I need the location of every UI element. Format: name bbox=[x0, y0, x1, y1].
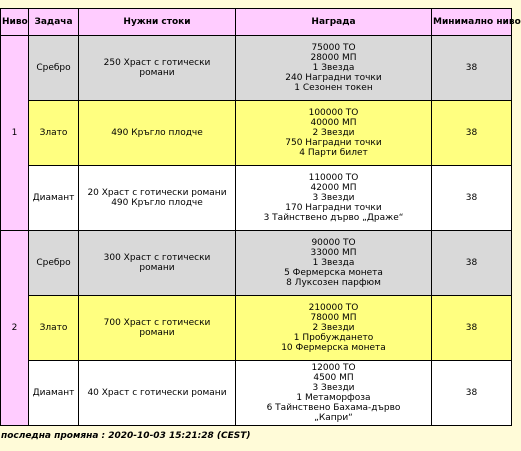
reward-line: 75000 ТО bbox=[311, 43, 356, 53]
stock-cell bbox=[79, 361, 236, 426]
stock-line: 700 Храст с готически bbox=[103, 318, 211, 328]
reward-cell bbox=[236, 166, 432, 231]
reward-line: 4 Парти билет bbox=[299, 148, 368, 158]
stock-line: 490 Кръгло плодче bbox=[111, 128, 203, 138]
stock-line: 490 Кръгло плодче bbox=[111, 198, 203, 208]
header-min-level: Минимално ниво bbox=[432, 9, 512, 36]
reward-cell bbox=[236, 296, 432, 361]
reward-cell bbox=[236, 361, 432, 426]
stock-line: романи bbox=[139, 263, 175, 273]
reward-line: 90000 ТО bbox=[311, 238, 356, 248]
stock-cell bbox=[79, 231, 236, 296]
stock-line: 300 Храст с готически bbox=[103, 253, 211, 263]
reward-line: 4500 МП bbox=[313, 373, 354, 383]
reward-line: „Капри“ bbox=[314, 413, 353, 423]
reward-line: 6 Тайнствено Бахама-дърво bbox=[266, 403, 401, 413]
reward-line: 40000 МП bbox=[310, 118, 357, 128]
reward-line: 28000 МП bbox=[310, 53, 357, 63]
level-cell: 1 bbox=[1, 36, 29, 231]
table-row bbox=[1, 101, 512, 166]
reward-line: 210000 ТО bbox=[308, 303, 359, 313]
reward-line: 3 Звезди bbox=[312, 383, 355, 393]
header-level: Ниво bbox=[1, 9, 29, 36]
reward-line: 2 Звезди bbox=[312, 128, 355, 138]
reward-line: 8 Луксозен парфюм bbox=[286, 278, 381, 288]
reward-line: 12000 ТО bbox=[311, 363, 356, 373]
stock-cell bbox=[79, 36, 236, 101]
min-level-cell: 38 bbox=[432, 101, 512, 166]
task-cell: Злато bbox=[29, 101, 79, 166]
header-row bbox=[1, 9, 512, 36]
last-modified: последна промяна : 2020-10-03 15:21:28 (CEST) bbox=[1, 431, 251, 441]
stock-cell bbox=[79, 296, 236, 361]
reward-cell bbox=[236, 231, 432, 296]
reward-cell bbox=[236, 101, 432, 166]
table-row bbox=[1, 231, 512, 296]
task-cell: Сребро bbox=[29, 231, 79, 296]
reward-line: 240 Наградни точки bbox=[285, 73, 382, 83]
reward-line: 100000 ТО bbox=[308, 108, 359, 118]
reward-line: 10 Фермерска монета bbox=[281, 343, 386, 353]
header-reward: Награда bbox=[236, 9, 432, 36]
reward-line: 1 Звезда bbox=[312, 63, 355, 73]
reward-line: 170 Наградни точки bbox=[285, 203, 382, 213]
task-cell: Сребро bbox=[29, 36, 79, 101]
quest-table bbox=[0, 8, 521, 426]
reward-line: 1 Звезда bbox=[312, 258, 355, 268]
reward-line: 1 Метаморфоза bbox=[296, 393, 371, 403]
stock-line: романи bbox=[139, 328, 175, 338]
task-cell: Диамант bbox=[29, 361, 79, 426]
reward-line: 1 Сезонен токен bbox=[294, 83, 373, 93]
reward-line: 42000 МП bbox=[310, 183, 357, 193]
table-row bbox=[1, 36, 512, 101]
reward-line: 78000 МП bbox=[310, 313, 357, 323]
reward-line: 33000 МП bbox=[310, 248, 357, 258]
stock-cell bbox=[79, 166, 236, 231]
stock-line: 250 Храст с готически bbox=[103, 58, 211, 68]
stock-line: 20 Храст с готически романи bbox=[87, 188, 227, 198]
reward-line: 750 Наградни точки bbox=[285, 138, 382, 148]
min-level-cell: 38 bbox=[432, 361, 512, 426]
quest-table-body bbox=[1, 36, 512, 426]
reward-line: 5 Фермерска монета bbox=[284, 268, 383, 278]
table-row bbox=[1, 361, 512, 426]
task-cell: Диамант bbox=[29, 166, 79, 231]
stock-line: 40 Храст с готически романи bbox=[87, 388, 227, 398]
min-level-cell: 38 bbox=[432, 231, 512, 296]
task-cell: Злато bbox=[29, 296, 79, 361]
min-level-cell: 38 bbox=[432, 296, 512, 361]
reward-line: 3 Тайнствено дърво „Драже“ bbox=[263, 213, 404, 223]
stock-line: романи bbox=[139, 68, 175, 78]
header-stock: Нужни стоки bbox=[79, 9, 236, 36]
min-level-cell: 38 bbox=[432, 166, 512, 231]
level-cell: 2 bbox=[1, 231, 29, 426]
reward-cell bbox=[236, 36, 432, 101]
header-task: Задача bbox=[29, 9, 79, 36]
reward-line: 110000 ТО bbox=[308, 173, 359, 183]
min-level-cell: 38 bbox=[432, 36, 512, 101]
table-row bbox=[1, 296, 512, 361]
stock-cell bbox=[79, 101, 236, 166]
table-row bbox=[1, 166, 512, 231]
reward-line: 3 Звезди bbox=[312, 193, 355, 203]
reward-line: 2 Звезди bbox=[312, 323, 355, 333]
reward-line: 1 Пробуждането bbox=[293, 333, 374, 343]
